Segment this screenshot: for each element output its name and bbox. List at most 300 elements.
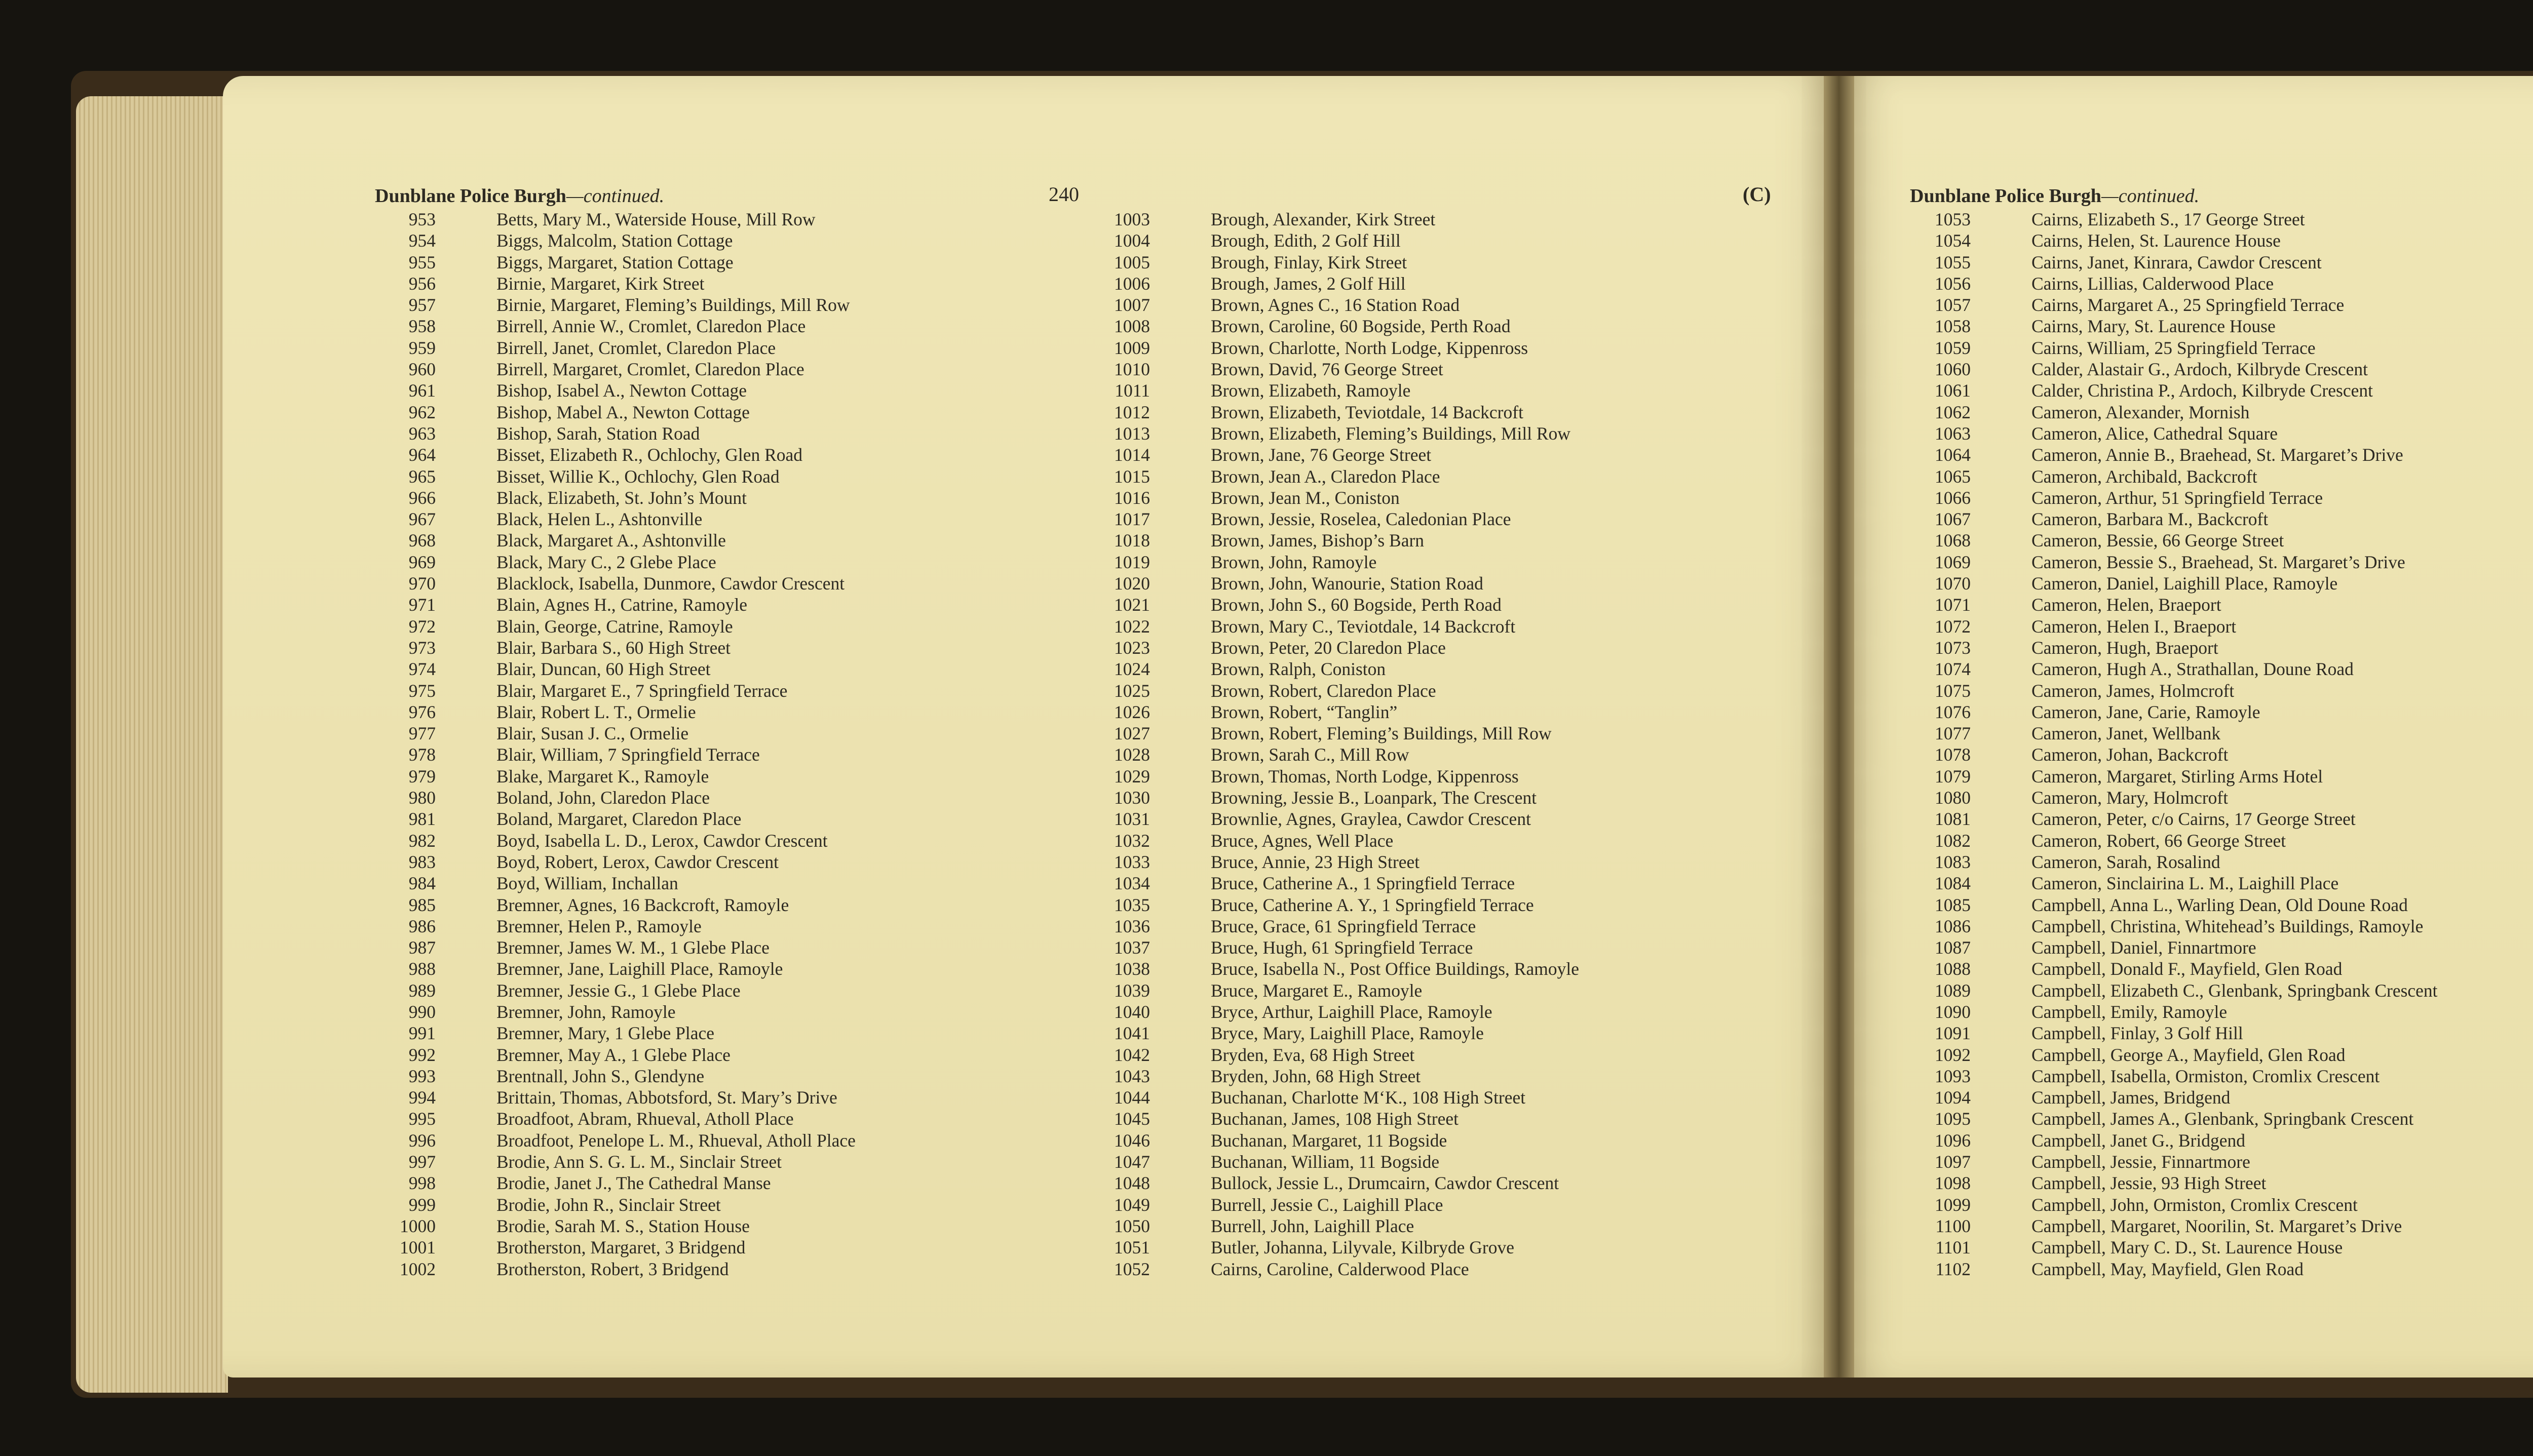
entry-number: 970 [408,573,436,594]
entry-name-address: Brodie, John R., Sinclair Street [496,1194,721,1215]
register-entry [1910,787,2533,808]
entry-name-address: Brown, Mary C., Teviotdale, 14 Backcroft [1211,616,1516,637]
right-page-header [1910,185,2199,207]
entry-name-address: Brown, John, Ramoyle [1211,552,1377,572]
register-entry [1910,1108,2533,1129]
entry-number: 1057 [1935,295,1971,316]
register-entry [375,701,1084,723]
entry-name-address: Bremner, James W. M., 1 Glebe Place [496,937,770,958]
entry-name-address: Brown, Jean A., Claredon Place [1211,466,1440,487]
entry-name-address: Brown, Sarah C., Mill Row [1211,744,1409,765]
entry-name-address: Campbell, George A., Mayfield, Glen Road [2031,1044,2346,1065]
entry-name-address: Brown, John S., 60 Bogside, Perth Road [1211,595,1502,615]
register-entry [1089,316,1798,337]
entry-name-address: Blain, Agnes H., Catrine, Ramoyle [496,595,747,615]
register-entry [1910,508,2533,530]
entry-name-address: Brown, Caroline, 60 Bogside, Perth Road [1211,316,1511,337]
entry-name-address: Campbell, Elizabeth C., Glenbank, Springbank Crescent [2031,980,2438,1001]
entry-name-address: Bruce, Grace, 61 Springfield Terrace [1211,916,1476,936]
entry-number: 974 [408,659,436,680]
entry-name-address: Campbell, Anna L., Warling Dean, Old Doune Road [2031,894,2408,915]
entry-number: 1034 [1114,873,1150,894]
entry-name-address: Brownlie, Agnes, Graylea, Cawdor Crescent [1211,809,1531,830]
entry-name-address: Birnie, Margaret, Fleming’s Buildings, Mill Row [496,295,850,316]
entry-number: 1083 [1935,851,1971,872]
entry-name-address: Campbell, May, Mayfield, Glen Road [2031,1258,2304,1279]
entry-name-address: Bremner, Jessie G., 1 Glebe Place [496,980,741,1001]
entry-number: 1001 [400,1237,436,1258]
register-entry [375,1172,1084,1194]
register-entry [375,230,1084,251]
right-header-continued: —continued. [2101,185,2200,207]
entry-name-address: Brown, Elizabeth, Ramoyle [1211,380,1411,401]
register-entry [1089,1194,1798,1215]
entry-number: 971 [408,595,436,615]
entry-name-address: Biggs, Margaret, Station Cottage [496,252,734,272]
entry-name-address: Bullock, Jessie L., Drumcairn, Cawdor Crescent [1211,1173,1559,1194]
entry-name-address: Buchanan, Charlotte M‘K., 108 High Street [1211,1087,1526,1108]
entry-number: 987 [408,937,436,958]
entry-number: 958 [408,316,436,337]
entry-name-address: Birnie, Margaret, Kirk Street [496,273,705,294]
register-entry [375,1022,1084,1044]
register-entry [1910,1194,2533,1215]
entry-number: 1048 [1114,1173,1150,1194]
register-entry [1089,894,1798,916]
register-entry [1089,423,1798,444]
register-entry [1089,1237,1798,1258]
entry-number: 975 [408,680,436,701]
entry-name-address: Cameron, Janet, Wellbank [2031,723,2221,744]
register-entry [375,723,1084,744]
entry-name-address: Campbell, Donald F., Mayfield, Glen Road [2031,959,2343,979]
entry-number: 1042 [1114,1044,1150,1065]
register-entry [1089,937,1798,958]
entry-name-address: Campbell, Jessie, Finnartmore [2031,1152,2250,1172]
entry-number: 1087 [1935,937,1971,958]
left-page-edges [76,96,228,1393]
register-entry [375,980,1084,1001]
entry-number: 960 [408,359,436,380]
entry-name-address: Birrell, Janet, Cromlet, Claredon Place [496,337,776,358]
register-entry [1089,402,1798,423]
register-entry [1089,680,1798,701]
entry-name-address: Cameron, Peter, c/o Cairns, 17 George Street [2031,809,2356,830]
entry-number: 1079 [1935,766,1971,786]
entry-number: 1064 [1935,445,1971,465]
entry-number: 965 [408,466,436,487]
entry-name-address: Brown, David, 76 George Street [1211,359,1443,380]
register-entry [1910,1237,2533,1258]
register-entry [1089,359,1798,380]
register-entry [375,552,1084,573]
entry-number: 1091 [1935,1023,1971,1044]
register-entry [1910,273,2533,294]
register-entry [375,766,1084,787]
entry-number: 1020 [1114,573,1150,594]
entry-number: 976 [408,701,436,722]
entry-number: 1099 [1935,1194,1971,1215]
entry-name-address: Bremner, Mary, 1 Glebe Place [496,1023,715,1044]
register-entry [375,402,1084,423]
register-entry [1910,573,2533,594]
entry-number: 972 [408,616,436,637]
register-entry [375,573,1084,594]
entry-name-address: Cameron, Sinclairina L. M., Laighill Place [2031,873,2339,894]
entry-number: 1100 [1935,1215,1971,1236]
entry-name-address: Brough, Alexander, Kirk Street [1211,209,1436,229]
entry-name-address: Brown, Ralph, Coniston [1211,659,1386,680]
entry-number: 981 [408,809,436,830]
register-entry [375,1130,1084,1151]
register-entry [375,1151,1084,1172]
entry-number: 1101 [1935,1237,1971,1258]
entry-number: 1022 [1114,616,1150,637]
left-page [223,76,1834,1378]
entry-number: 979 [408,766,436,786]
register-entry [1089,808,1798,830]
entry-number: 1059 [1935,337,1971,358]
entry-number: 955 [408,252,436,272]
entry-number: 1036 [1114,916,1150,936]
entry-number: 966 [408,487,436,508]
entry-name-address: Calder, Christina P., Ardoch, Kilbryde Crescent [2031,380,2373,401]
entry-name-address: Bruce, Agnes, Well Place [1211,830,1394,851]
entry-number: 954 [408,230,436,251]
entry-number: 1067 [1935,509,1971,530]
right-header-title: Dunblane Police Burgh [1910,185,2101,207]
entry-number: 1058 [1935,316,1971,337]
entry-name-address: Brown, Jean M., Coniston [1211,487,1400,508]
register-entry [1910,1172,2533,1194]
register-entry [375,744,1084,765]
entry-number: 1054 [1935,230,1971,251]
entry-number: 1007 [1114,295,1150,316]
entry-number: 1005 [1114,252,1150,272]
entry-name-address: Broadfoot, Penelope L. M., Rhueval, Atholl Place [496,1130,856,1151]
entry-name-address: Bruce, Hugh, 61 Springfield Terrace [1211,937,1473,958]
entry-name-address: Cairns, William, 25 Springfield Terrace [2031,337,2316,358]
entry-name-address: Bremner, John, Ramoyle [496,1001,676,1022]
register-entry [1089,508,1798,530]
register-entry [375,423,1084,444]
entry-name-address: Cairns, Helen, St. Laurence House [2031,230,2281,251]
entry-name-address: Betts, Mary M., Waterside House, Mill Row [496,209,816,229]
register-entry [375,1215,1084,1237]
register-entry [1910,316,2533,337]
entry-number: 1076 [1935,701,1971,722]
entry-name-address: Brown, Robert, Fleming’s Buildings, Mill Row [1211,723,1552,744]
entry-number: 964 [408,445,436,465]
entry-name-address: Campbell, Jessie, 93 High Street [2031,1173,2267,1194]
register-entry [1910,958,2533,979]
register-entry [1910,487,2533,508]
register-entry [1910,359,2533,380]
register-entry [375,487,1084,508]
entry-number: 1033 [1114,851,1150,872]
register-entry [1910,894,2533,916]
register-entry [375,294,1084,316]
entry-number: 1056 [1935,273,1971,294]
entry-name-address: Browning, Jessie B., Loanpark, The Crescent [1211,788,1537,808]
register-entry [1910,230,2533,251]
entry-name-address: Blair, Susan J. C., Ormelie [496,723,689,744]
entry-name-address: Campbell, Isabella, Ormiston, Cromlix Crescent [2031,1066,2380,1086]
entry-name-address: Cameron, Hugh A., Strathallan, Doune Road [2031,659,2354,680]
entry-number: 1086 [1935,916,1971,936]
register-entry [1910,1001,2533,1022]
register-entry [1910,916,2533,937]
entry-number: 1085 [1935,894,1971,915]
entry-name-address: Brodie, Sarah M. S., Station House [496,1215,750,1236]
register-entry [375,316,1084,337]
register-entry [375,873,1084,894]
entry-name-address: Brough, James, 2 Golf Hill [1211,273,1406,294]
entry-number: 994 [408,1087,436,1108]
register-entry [1089,1258,1798,1280]
left-column-2 [1089,209,1798,1280]
entry-number: 1047 [1114,1152,1150,1172]
entry-name-address: Brown, Robert, “Tanglin” [1211,701,1398,722]
register-entry [1089,294,1798,316]
register-entry [1089,380,1798,401]
entry-number: 1066 [1935,487,1971,508]
entry-name-address: Campbell, Janet G., Bridgend [2031,1130,2245,1151]
register-entry [1089,851,1798,873]
entry-number: 1082 [1935,830,1971,851]
register-entry [375,1001,1084,1022]
register-entry [1910,1022,2533,1044]
register-entry [1910,1151,2533,1172]
entry-name-address: Campbell, Daniel, Finnartmore [2031,937,2256,958]
entry-name-address: Black, Mary C., 2 Glebe Place [496,552,716,572]
right-page [1844,76,2533,1378]
entry-number: 1025 [1114,680,1150,701]
entry-name-address: Campbell, John, Ormiston, Cromlix Crescent [2031,1194,2358,1215]
entry-number: 1068 [1935,530,1971,551]
left-column-1 [375,209,1084,1280]
register-entry [1089,444,1798,465]
entry-name-address: Brown, Jessie, Roselea, Caledonian Place [1211,509,1511,530]
entry-name-address: Brodie, Ann S. G. L. M., Sinclair Street [496,1152,782,1172]
entry-number: 1023 [1114,637,1150,658]
entry-number: 1009 [1114,337,1150,358]
entry-name-address: Campbell, James, Bridgend [2031,1087,2231,1108]
register-entry [1910,466,2533,487]
entry-number: 1012 [1114,402,1150,422]
entry-number: 1004 [1114,230,1150,251]
left-page-number: 240 [1049,183,1079,206]
register-entry [1910,637,2533,658]
entry-number: 989 [408,980,436,1001]
entry-name-address: Burrell, Jessie C., Laighill Place [1211,1194,1443,1215]
register-entry [375,337,1084,359]
entry-name-address: Blair, Barbara S., 60 High Street [496,637,731,658]
entry-name-address: Bryden, Eva, 68 High Street [1211,1044,1415,1065]
entry-number: 1021 [1114,595,1150,615]
entry-number: 1000 [400,1215,436,1236]
entry-name-address: Brown, John, Wanourie, Station Road [1211,573,1483,594]
entry-name-address: Cameron, Barbara M., Backcroft [2031,509,2269,530]
register-entry [375,1087,1084,1108]
entry-name-address: Brotherston, Margaret, 3 Bridgend [496,1237,746,1258]
entry-name-address: Brown, Thomas, North Lodge, Kippenross [1211,766,1519,786]
entry-name-address: Brotherston, Robert, 3 Bridgend [496,1258,729,1279]
register-entry [375,1066,1084,1087]
entry-name-address: Campbell, Emily, Ramoyle [2031,1001,2228,1022]
register-entry [375,209,1084,230]
entry-number: 1081 [1935,809,1971,830]
register-entry [1089,1001,1798,1022]
entry-number: 1050 [1114,1215,1150,1236]
entry-number: 1008 [1114,316,1150,337]
entry-number: 992 [408,1044,436,1065]
register-entry [1910,530,2533,551]
entry-number: 1018 [1114,530,1150,551]
entry-number: 1065 [1935,466,1971,487]
entry-name-address: Blair, William, 7 Springfield Terrace [496,744,760,765]
entry-number: 1094 [1935,1087,1971,1108]
entry-number: 1002 [400,1258,436,1279]
entry-name-address: Boland, Margaret, Claredon Place [496,809,742,830]
entry-number: 1084 [1935,873,1971,894]
entry-name-address: Bryden, John, 68 High Street [1211,1066,1421,1086]
entry-number: 1077 [1935,723,1971,744]
register-entry [1910,402,2533,423]
entry-number: 973 [408,637,436,658]
entry-name-address: Bruce, Catherine A., 1 Springfield Terrace [1211,873,1515,894]
entry-name-address: Bishop, Isabel A., Newton Cottage [496,380,747,401]
entry-number: 1052 [1114,1258,1150,1279]
book-gutter [1824,76,1854,1378]
entry-number: 967 [408,509,436,530]
register-entry [1910,680,2533,701]
register-entry [375,508,1084,530]
entry-number: 1016 [1114,487,1150,508]
register-entry [1089,1151,1798,1172]
entry-number: 1046 [1114,1130,1150,1151]
entry-name-address: Boyd, William, Inchallan [496,873,678,894]
register-entry [1089,594,1798,615]
register-entry [1089,616,1798,637]
register-entry [375,444,1084,465]
register-entry [375,937,1084,958]
register-entry [1089,466,1798,487]
entry-number: 995 [408,1109,436,1129]
entry-number: 988 [408,959,436,979]
register-entry [1910,830,2533,851]
entry-name-address: Cameron, Alice, Cathedral Square [2031,423,2278,444]
entry-number: 1037 [1114,937,1150,958]
entry-name-address: Brown, James, Bishop’s Barn [1211,530,1425,551]
entry-name-address: Cameron, Helen, Braeport [2031,595,2221,615]
entry-number: 1062 [1935,402,1971,422]
entry-name-address: Bryce, Arthur, Laighill Place, Ramoyle [1211,1001,1492,1022]
register-entry [1089,1108,1798,1129]
entry-number: 1040 [1114,1001,1150,1022]
entry-number: 1053 [1935,209,1971,229]
entry-name-address: Biggs, Malcolm, Station Cottage [496,230,733,251]
entry-name-address: Brown, Robert, Claredon Place [1211,680,1436,701]
entry-number: 996 [408,1130,436,1151]
entry-name-address: Cameron, Bessie S., Braehead, St. Margaret’s Drive [2031,552,2405,572]
entry-name-address: Campbell, Margaret, Noorilin, St. Margaret’s Drive [2031,1215,2402,1236]
entry-name-address: Cairns, Mary, St. Laurence House [2031,316,2276,337]
register-entry [1089,209,1798,230]
register-entry [375,1108,1084,1129]
register-entry [1089,1130,1798,1151]
register-entry [375,1194,1084,1215]
entry-number: 1093 [1935,1066,1971,1086]
entry-number: 1055 [1935,252,1971,272]
entry-name-address: Birrell, Margaret, Cromlet, Claredon Place [496,359,804,380]
entry-number: 1060 [1935,359,1971,380]
entry-number: 957 [408,295,436,316]
register-entry [1089,958,1798,979]
entry-name-address: Black, Helen L., Ashtonville [496,509,703,530]
entry-name-address: Burrell, John, Laighill Place [1211,1215,1414,1236]
entry-number: 1041 [1114,1023,1150,1044]
entry-number: 968 [408,530,436,551]
entry-number: 963 [408,423,436,444]
entry-number: 1080 [1935,788,1971,808]
register-entry [1910,337,2533,359]
entry-name-address: Bisset, Elizabeth R., Ochlochy, Glen Road [496,445,803,465]
entry-name-address: Brough, Edith, 2 Golf Hill [1211,230,1401,251]
entry-name-address: Cairns, Lillias, Calderwood Place [2031,273,2274,294]
entry-number: 1013 [1114,423,1150,444]
entry-number: 983 [408,851,436,872]
entry-name-address: Campbell, Finlay, 3 Golf Hill [2031,1023,2243,1044]
register-entry [1910,209,2533,230]
register-entry [1910,808,2533,830]
entry-number: 1097 [1935,1152,1971,1172]
entry-name-address: Brodie, Janet J., The Cathedral Manse [496,1173,771,1194]
entry-number: 990 [408,1001,436,1022]
entry-number: 1032 [1114,830,1150,851]
entry-number: 1015 [1114,466,1150,487]
entry-name-address: Bruce, Margaret E., Ramoyle [1211,980,1423,1001]
entry-number: 985 [408,894,436,915]
entry-name-address: Cameron, Arthur, 51 Springfield Terrace [2031,487,2323,508]
register-entry [1089,337,1798,359]
register-entry [1910,851,2533,873]
register-entry [1910,658,2533,680]
entry-name-address: Cameron, Jane, Carie, Ramoyle [2031,701,2260,722]
entry-name-address: Cairns, Margaret A., 25 Springfield Terrace [2031,295,2345,316]
register-entry [1910,380,2533,401]
register-entry [375,594,1084,615]
register-entry [375,359,1084,380]
entry-name-address: Campbell, Christina, Whitehead’s Buildings, Ramoyle [2031,916,2424,936]
entry-name-address: Brown, Agnes C., 16 Station Road [1211,295,1460,316]
entry-name-address: Cameron, Mary, Holmcroft [2031,788,2229,808]
entry-name-address: Brown, Charlotte, North Lodge, Kippenross [1211,337,1528,358]
entry-number: 1006 [1114,273,1150,294]
entry-number: 991 [408,1023,436,1044]
entry-number: 1035 [1114,894,1150,915]
entry-number: 1090 [1935,1001,1971,1022]
register-entry [1089,1087,1798,1108]
register-entry [375,273,1084,294]
register-entry [1089,637,1798,658]
entry-name-address: Brittain, Thomas, Abbotsford, St. Mary’s Drive [496,1087,837,1108]
entry-number: 1038 [1114,959,1150,979]
entry-name-address: Cairns, Janet, Kinrara, Cawdor Crescent [2031,252,2322,272]
entry-name-address: Black, Elizabeth, St. John’s Mount [496,487,747,508]
entry-number: 1049 [1114,1194,1150,1215]
entry-name-address: Blake, Margaret K., Ramoyle [496,766,709,786]
